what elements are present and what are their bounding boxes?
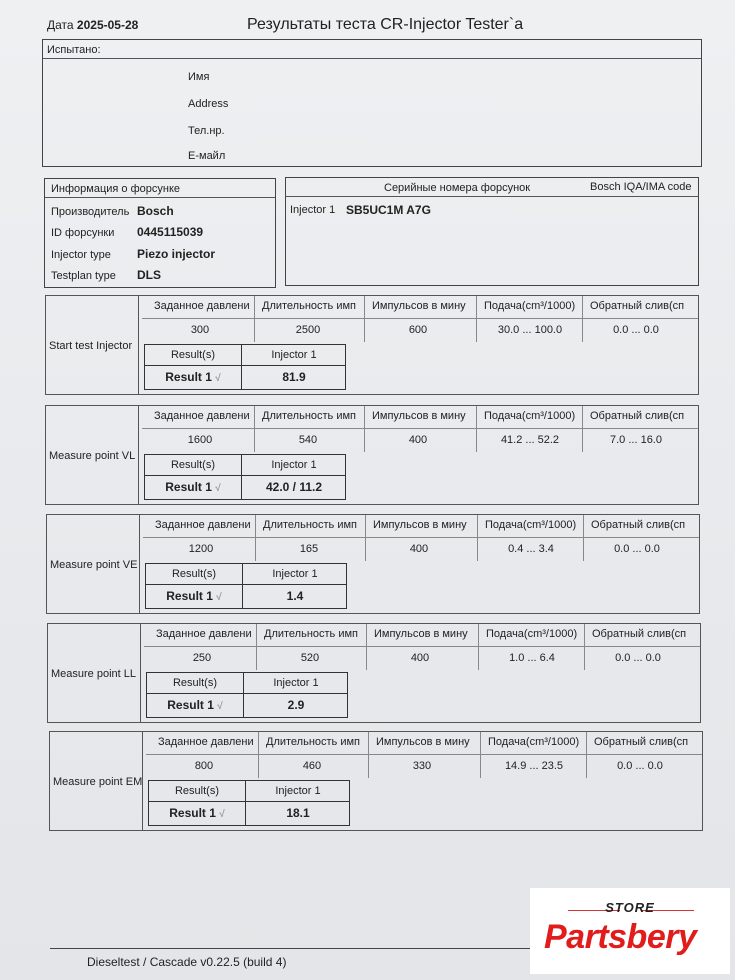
column-value: 540 — [298, 434, 318, 446]
result-row-label — [145, 370, 241, 384]
store-logo — [530, 888, 730, 974]
result-row-label — [145, 480, 241, 494]
result-row-text: Result 1 — [165, 480, 212, 494]
column-value: 0.0 ... 0.0 — [614, 543, 660, 555]
date-line — [47, 18, 138, 32]
injector-col-header: Injector 1 — [275, 785, 321, 797]
column-header: Длительность имп — [262, 410, 357, 422]
result-value: 1.4 — [286, 589, 304, 603]
header-separator — [146, 754, 702, 755]
column-value: 600 — [408, 324, 428, 336]
column-header: Импульсов в мину — [374, 628, 468, 640]
column-header: Обратный слив(сп — [594, 736, 689, 748]
result-col-separator — [241, 345, 242, 389]
column-header: Подача(cm³/1000) — [486, 628, 578, 640]
serials-box — [285, 177, 699, 286]
column-value: 7.0 ... 16.0 — [610, 434, 662, 446]
column-header: Обратный слив(сп — [591, 519, 686, 531]
check-icon: √ — [219, 809, 225, 820]
column-header: Импульсов в мину — [376, 736, 470, 748]
result-col-header: Result(s) — [171, 568, 216, 580]
date-value: 2025-05-28 — [76, 18, 139, 32]
label-separator — [138, 296, 139, 394]
column-header: Подача(cm³/1000) — [484, 300, 576, 312]
result-table — [145, 563, 347, 609]
column-header: Импульсов в мину — [372, 410, 466, 422]
result-row-separator — [147, 693, 347, 694]
result-row-label — [149, 806, 245, 820]
column-header: Заданное давлени — [158, 736, 254, 748]
result-row-separator — [145, 475, 345, 476]
footer-version: Dieseltest / Cascade v0.22.5 (build 4) — [87, 955, 287, 969]
tested-divider — [43, 58, 701, 59]
column-header: Заданное давлени — [154, 410, 250, 422]
result-row-text: Result 1 — [165, 370, 212, 384]
tested-address-label: Address — [188, 98, 229, 110]
column-value: 800 — [194, 760, 214, 772]
page-title: Результаты теста CR-Injector Tester`a — [247, 16, 524, 33]
column-header: Подача(cm³/1000) — [484, 410, 576, 422]
injector-info-divider — [45, 197, 275, 198]
manufacturer-value: Bosch — [137, 204, 174, 218]
header-separator — [144, 646, 700, 647]
column-value: 0.0 ... 0.0 — [617, 760, 663, 772]
column-header: Заданное давлени — [156, 628, 252, 640]
column-value: 520 — [300, 652, 320, 664]
result-col-separator — [241, 455, 242, 499]
column-value: 1200 — [188, 543, 214, 555]
test-block — [47, 623, 701, 723]
header-separator — [142, 318, 698, 319]
check-icon: √ — [215, 483, 221, 494]
column-value: 30.0 ... 100.0 — [497, 324, 563, 336]
result-table — [148, 780, 350, 826]
injector-id-label: ID форсунки — [51, 227, 115, 239]
result-col-header: Result(s) — [170, 349, 215, 361]
serials-divider — [286, 196, 698, 197]
column-header: Подача(cm³/1000) — [485, 519, 577, 531]
column-header: Обратный слив(сп — [592, 628, 687, 640]
result-col-header: Result(s) — [170, 459, 215, 471]
column-header: Подача(cm³/1000) — [488, 736, 580, 748]
column-value: 1.0 ... 6.4 — [509, 652, 555, 664]
injector-type-value: Piezo injector — [137, 247, 216, 261]
result-row-text: Result 1 — [169, 806, 216, 820]
injector-type-label: Injector type — [51, 249, 111, 261]
result-value: 81.9 — [282, 370, 306, 384]
column-header: Заданное давлени — [155, 519, 251, 531]
header-separator — [142, 428, 698, 429]
test-name: Measure point LL — [51, 668, 136, 680]
injector-col-header: Injector 1 — [272, 568, 318, 580]
column-value: 400 — [410, 652, 430, 664]
testplan-type-value: DLS — [137, 268, 161, 282]
result-row-separator — [146, 584, 346, 585]
column-header: Длительность имп — [266, 736, 361, 748]
result-row-separator — [145, 365, 345, 366]
injector-id-value: 0445115039 — [137, 225, 204, 239]
check-icon: √ — [215, 373, 221, 384]
result-col-separator — [243, 673, 244, 717]
label-separator — [138, 406, 139, 504]
test-name: Measure point VL — [49, 450, 136, 462]
column-value: 300 — [190, 324, 210, 336]
serials-title: Серийные номера форсунок — [384, 182, 531, 194]
column-value: 1600 — [187, 434, 213, 446]
injector-col-header: Injector 1 — [271, 459, 317, 471]
result-row-separator — [149, 801, 349, 802]
injector-col-header: Injector 1 — [273, 677, 319, 689]
check-icon: √ — [216, 592, 222, 603]
column-header: Обратный слив(сп — [590, 300, 685, 312]
result-value: 42.0 / 11.2 — [265, 480, 323, 494]
injector-info-box — [44, 178, 276, 288]
footer-rule — [50, 948, 530, 949]
column-header: Длительность имп — [263, 519, 358, 531]
column-header: Обратный слив(сп — [590, 410, 685, 422]
result-col-separator — [242, 564, 243, 608]
column-value: 0.4 ... 3.4 — [508, 543, 554, 555]
result-table — [146, 672, 348, 718]
logo-store-text: STORE — [605, 900, 655, 915]
result-value: 2.9 — [287, 698, 305, 712]
column-header: Заданное давлени — [154, 300, 250, 312]
column-value: 330 — [412, 760, 432, 772]
date-label: Дата — [47, 18, 74, 32]
result-row-label — [146, 589, 242, 603]
test-name: Start test Injector — [49, 340, 133, 352]
column-value: 400 — [408, 434, 428, 446]
test-block — [45, 405, 699, 505]
column-value: 0.0 ... 0.0 — [615, 652, 661, 664]
manufacturer-label: Производитель — [51, 206, 130, 218]
result-col-separator — [245, 781, 246, 825]
tested-email-label: Е-майл — [188, 150, 226, 162]
check-icon: √ — [217, 701, 223, 712]
column-header: Импульсов в мину — [373, 519, 467, 531]
iqa-code-title: Bosch IQA/IMA code — [590, 181, 692, 193]
testplan-type-label: Testplan type — [51, 270, 116, 282]
column-value: 460 — [302, 760, 322, 772]
label-separator — [140, 624, 141, 722]
header-separator — [143, 537, 699, 538]
column-header: Импульсов в мину — [372, 300, 466, 312]
serial-injector-label: Injector 1 — [290, 204, 336, 216]
logo-brand-text: Partsbery — [544, 918, 697, 956]
tested-label: Испытано: — [47, 44, 101, 56]
serial-injector-code: SB5UC1M A7G — [346, 203, 431, 217]
column-header: Длительность имп — [264, 628, 359, 640]
column-value: 41.2 ... 52.2 — [500, 434, 560, 446]
result-value: 18.1 — [286, 806, 310, 820]
result-row-text: Result 1 — [167, 698, 214, 712]
result-col-header: Result(s) — [172, 677, 217, 689]
result-row-label — [147, 698, 243, 712]
tested-box — [42, 39, 702, 167]
column-value: 2500 — [295, 324, 321, 336]
result-table — [144, 344, 346, 390]
injector-info-title: Информация о форсунке — [51, 183, 180, 195]
test-name: Measure point EM — [53, 776, 143, 788]
result-col-header: Result(s) — [174, 785, 219, 797]
test-name: Measure point VE — [50, 559, 138, 571]
label-separator — [139, 515, 140, 613]
test-block — [46, 514, 700, 614]
column-value: 250 — [192, 652, 212, 664]
label-separator — [142, 732, 143, 830]
injector-col-header: Injector 1 — [271, 349, 317, 361]
column-header: Длительность имп — [262, 300, 357, 312]
column-value: 165 — [299, 543, 319, 555]
column-value: 0.0 ... 0.0 — [613, 324, 659, 336]
column-value: 14.9 ... 23.5 — [504, 760, 564, 772]
result-row-text: Result 1 — [166, 589, 213, 603]
test-block — [49, 731, 703, 831]
test-block — [45, 295, 699, 395]
column-value: 400 — [409, 543, 429, 555]
tested-phone-label: Тел.нр. — [188, 125, 225, 137]
tested-name-label: Имя — [188, 71, 210, 83]
result-table — [144, 454, 346, 500]
